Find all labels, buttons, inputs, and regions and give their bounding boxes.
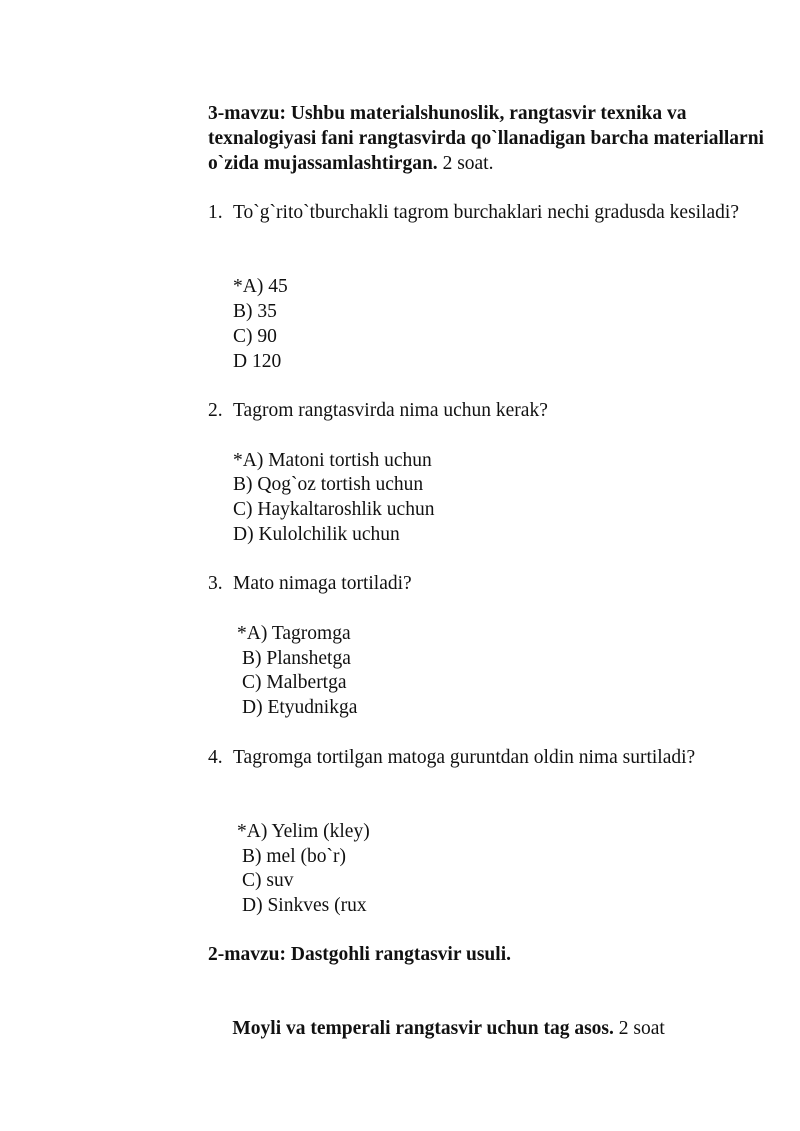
question-4-option-b: B) mel (bo`r) <box>242 846 346 867</box>
question-3-option-a: *A) Tagromga <box>237 623 351 644</box>
question-3-number: 3. <box>208 573 223 594</box>
topic-3-title: 3-mavzu: Ushbu materialshunoslik, rangtasvir texnika va texnalogiyasi fani rangtasvirda qo`llanadigan barcha materiallarni o`zida mujassamlashtirgan. <box>208 103 764 174</box>
subtopic-heading <box>208 991 768 1066</box>
question-4-option-d: D) Sinkves (rux <box>242 895 367 916</box>
question-3-option-b: B) Planshetga <box>242 648 351 669</box>
subtopic-title: Moyli va temperali rangtasvir uchun tag asos. <box>227 1018 614 1039</box>
question-2-option-a: *A) Matoni tortish uchun <box>233 450 432 471</box>
question-2-option-c: C) Haykaltaroshlik uchun <box>233 499 435 520</box>
topic-2-heading <box>208 942 768 967</box>
topic-3-hours: 2 soat. <box>437 153 494 174</box>
question-1-number: 1. <box>208 202 223 223</box>
question-4-option-a: *A) Yelim (kley) <box>237 821 370 842</box>
subtopic-hours: 2 soat <box>613 1018 665 1039</box>
topic-2-title: 2-mavzu: Dastgohli rangtasvir usuli. <box>208 944 511 965</box>
question-3-option-c: C) Malbertga <box>242 672 347 693</box>
question-2-option-d: D) Kulolchilik uchun <box>233 524 400 545</box>
question-4-option-c: C) suv <box>242 870 294 891</box>
question-2-text: Tagrom rangtasvirda nima uchun kerak? <box>233 400 548 421</box>
question-1-option-b: B) 35 <box>233 301 277 322</box>
question-1-option-a: *A) 45 <box>233 276 288 297</box>
question-3-text: Mato nimaga tortiladi? <box>233 573 412 594</box>
question-3-option-d: D) Etyudnikga <box>242 697 358 718</box>
question-2-option-b: B) Qog`oz tortish uchun <box>233 474 424 495</box>
question-2-number: 2. <box>208 400 223 421</box>
question-1-option-d: D 120 <box>233 351 282 372</box>
question-1-text: To`g`rito`tburchakli tagrom burchaklari nechi gradusda kesiladi? <box>233 202 739 223</box>
question-1-option-c: C) 90 <box>233 326 277 347</box>
topic-3-heading <box>208 101 768 176</box>
question-4-text: Tagromga tortilgan matoga guruntdan oldin nima surtiladi? <box>233 747 696 768</box>
question-4-number: 4. <box>208 747 223 768</box>
